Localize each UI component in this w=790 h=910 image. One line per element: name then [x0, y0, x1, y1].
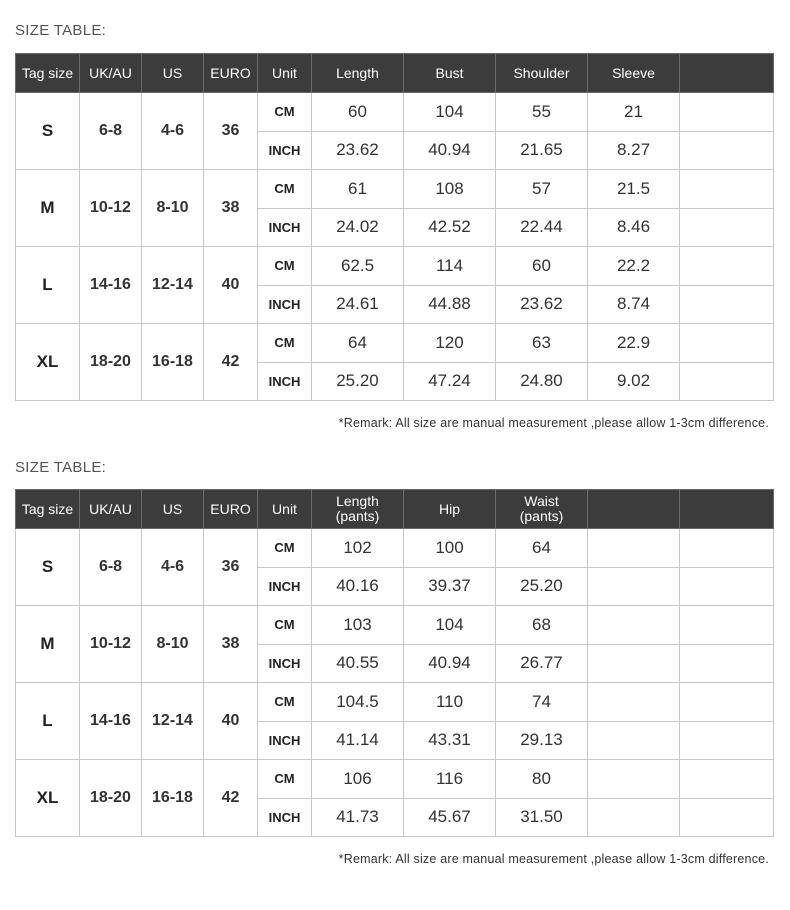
- euro-cell: 40: [204, 247, 258, 324]
- measurement-cell: 110: [404, 683, 496, 722]
- measurement-cell: 44.88: [404, 285, 496, 324]
- measurement-cell: 55: [496, 93, 588, 132]
- tag-size-cell: L: [16, 247, 80, 324]
- measurement-cell: 102: [312, 529, 404, 568]
- measurement-cell: [588, 567, 680, 606]
- measurement-cell: 63: [496, 324, 588, 363]
- measurement-cell: 106: [312, 760, 404, 799]
- us-cell: 16-18: [142, 760, 204, 837]
- table-row: [16, 760, 774, 799]
- measurement-cell: 41.14: [312, 721, 404, 760]
- measurement-cell: 61: [312, 170, 404, 209]
- header-row: [16, 490, 774, 529]
- table-row: [16, 529, 774, 568]
- measurement-cell: [680, 567, 774, 606]
- size-table: [15, 489, 774, 837]
- measurement-cell: [680, 721, 774, 760]
- uk-au-cell: 14-16: [80, 247, 142, 324]
- us-cell: 8-10: [142, 170, 204, 247]
- measurement-cell: 42.52: [404, 208, 496, 247]
- remark-note: *Remark: All size are manual measurement ,please allow 1-3cm difference.: [338, 852, 769, 866]
- column-header: Length (pants): [312, 490, 404, 529]
- measurement-cell: [680, 285, 774, 324]
- measurement-cell: 120: [404, 324, 496, 363]
- measurement-cell: 24.02: [312, 208, 404, 247]
- measurement-cell: 24.61: [312, 285, 404, 324]
- measurement-cell: 39.37: [404, 567, 496, 606]
- measurement-cell: [680, 606, 774, 645]
- measurement-cell: [680, 324, 774, 363]
- measurement-cell: [680, 208, 774, 247]
- unit-cell: INCH: [258, 798, 312, 837]
- tag-size-cell: M: [16, 606, 80, 683]
- table-row: [16, 247, 774, 286]
- measurement-cell: [680, 683, 774, 722]
- measurement-cell: [588, 798, 680, 837]
- uk-au-cell: 14-16: [80, 683, 142, 760]
- measurement-cell: [680, 93, 774, 132]
- size-table: [15, 53, 774, 401]
- section-title: SIZE TABLE:: [15, 22, 107, 39]
- unit-cell: CM: [258, 247, 312, 286]
- measurement-cell: 103: [312, 606, 404, 645]
- uk-au-cell: 6-8: [80, 529, 142, 606]
- measurement-cell: [588, 760, 680, 799]
- tag-size-cell: M: [16, 170, 80, 247]
- unit-cell: CM: [258, 170, 312, 209]
- unit-cell: INCH: [258, 208, 312, 247]
- measurement-cell: [588, 683, 680, 722]
- euro-cell: 40: [204, 683, 258, 760]
- measurement-cell: 64: [496, 529, 588, 568]
- header-row: [16, 54, 774, 93]
- measurement-cell: 24.80: [496, 362, 588, 401]
- column-header: [680, 54, 774, 93]
- measurement-cell: 8.27: [588, 131, 680, 170]
- column-header: Tag size: [16, 54, 80, 93]
- unit-cell: CM: [258, 93, 312, 132]
- measurement-cell: 40.55: [312, 644, 404, 683]
- unit-cell: INCH: [258, 567, 312, 606]
- column-header: EURO: [204, 490, 258, 529]
- euro-cell: 38: [204, 170, 258, 247]
- tag-size-cell: S: [16, 529, 80, 606]
- measurement-cell: 57: [496, 170, 588, 209]
- measurement-cell: 8.46: [588, 208, 680, 247]
- column-header: EURO: [204, 54, 258, 93]
- measurement-cell: 60: [496, 247, 588, 286]
- measurement-cell: 68: [496, 606, 588, 645]
- measurement-cell: [680, 798, 774, 837]
- measurement-cell: 60: [312, 93, 404, 132]
- measurement-cell: [680, 247, 774, 286]
- column-header: US: [142, 54, 204, 93]
- uk-au-cell: 10-12: [80, 606, 142, 683]
- measurement-cell: [588, 644, 680, 683]
- measurement-cell: 23.62: [312, 131, 404, 170]
- column-header: Unit: [258, 54, 312, 93]
- measurement-cell: [588, 529, 680, 568]
- column-header: Hip: [404, 490, 496, 529]
- table-row: [16, 683, 774, 722]
- measurement-cell: 22.2: [588, 247, 680, 286]
- section-title: SIZE TABLE:: [15, 459, 107, 476]
- column-header: US: [142, 490, 204, 529]
- column-header: Unit: [258, 490, 312, 529]
- measurement-cell: 40.16: [312, 567, 404, 606]
- measurement-cell: 104: [404, 93, 496, 132]
- uk-au-cell: 10-12: [80, 170, 142, 247]
- measurement-cell: 21.5: [588, 170, 680, 209]
- unit-cell: CM: [258, 606, 312, 645]
- measurement-cell: 104: [404, 606, 496, 645]
- unit-cell: INCH: [258, 131, 312, 170]
- uk-au-cell: 6-8: [80, 93, 142, 170]
- us-cell: 12-14: [142, 683, 204, 760]
- measurement-cell: 40.94: [404, 644, 496, 683]
- us-cell: 8-10: [142, 606, 204, 683]
- column-header: Waist (pants): [496, 490, 588, 529]
- column-header: [588, 490, 680, 529]
- euro-cell: 36: [204, 93, 258, 170]
- measurement-cell: 114: [404, 247, 496, 286]
- unit-cell: INCH: [258, 644, 312, 683]
- unit-cell: INCH: [258, 721, 312, 760]
- column-header: Shoulder: [496, 54, 588, 93]
- measurement-cell: 74: [496, 683, 588, 722]
- us-cell: 16-18: [142, 324, 204, 401]
- unit-cell: INCH: [258, 362, 312, 401]
- measurement-cell: [680, 170, 774, 209]
- column-header: Bust: [404, 54, 496, 93]
- unit-cell: CM: [258, 324, 312, 363]
- measurement-cell: 8.74: [588, 285, 680, 324]
- remark-note: *Remark: All size are manual measurement ,please allow 1-3cm difference.: [338, 416, 769, 430]
- uk-au-cell: 18-20: [80, 324, 142, 401]
- measurement-cell: 43.31: [404, 721, 496, 760]
- measurement-cell: 25.20: [496, 567, 588, 606]
- measurement-cell: 29.13: [496, 721, 588, 760]
- measurement-cell: 26.77: [496, 644, 588, 683]
- tag-size-cell: L: [16, 683, 80, 760]
- euro-cell: 36: [204, 529, 258, 606]
- column-header: UK/AU: [80, 54, 142, 93]
- measurement-cell: 25.20: [312, 362, 404, 401]
- measurement-cell: [680, 529, 774, 568]
- measurement-cell: 41.73: [312, 798, 404, 837]
- unit-cell: CM: [258, 683, 312, 722]
- column-header: Tag size: [16, 490, 80, 529]
- table-row: [16, 170, 774, 209]
- measurement-cell: 108: [404, 170, 496, 209]
- tag-size-cell: XL: [16, 324, 80, 401]
- measurement-cell: 31.50: [496, 798, 588, 837]
- measurement-cell: [680, 760, 774, 799]
- measurement-cell: 22.9: [588, 324, 680, 363]
- measurement-cell: 47.24: [404, 362, 496, 401]
- unit-cell: CM: [258, 760, 312, 799]
- us-cell: 4-6: [142, 529, 204, 606]
- measurement-cell: 9.02: [588, 362, 680, 401]
- us-cell: 12-14: [142, 247, 204, 324]
- table-row: [16, 93, 774, 132]
- table-row: [16, 606, 774, 645]
- tag-size-cell: S: [16, 93, 80, 170]
- measurement-cell: 21.65: [496, 131, 588, 170]
- column-header: UK/AU: [80, 490, 142, 529]
- euro-cell: 42: [204, 324, 258, 401]
- measurement-cell: 22.44: [496, 208, 588, 247]
- measurement-cell: 21: [588, 93, 680, 132]
- unit-cell: INCH: [258, 285, 312, 324]
- column-header: Length: [312, 54, 404, 93]
- uk-au-cell: 18-20: [80, 760, 142, 837]
- euro-cell: 38: [204, 606, 258, 683]
- column-header: Sleeve: [588, 54, 680, 93]
- measurement-cell: 80: [496, 760, 588, 799]
- measurement-cell: 40.94: [404, 131, 496, 170]
- unit-cell: CM: [258, 529, 312, 568]
- measurement-cell: 23.62: [496, 285, 588, 324]
- us-cell: 4-6: [142, 93, 204, 170]
- measurement-cell: [588, 606, 680, 645]
- measurement-cell: 64: [312, 324, 404, 363]
- measurement-cell: 62.5: [312, 247, 404, 286]
- measurement-cell: 116: [404, 760, 496, 799]
- measurement-cell: [680, 362, 774, 401]
- measurement-cell: [588, 721, 680, 760]
- measurement-cell: [680, 644, 774, 683]
- table-row: [16, 324, 774, 363]
- measurement-cell: 100: [404, 529, 496, 568]
- euro-cell: 42: [204, 760, 258, 837]
- column-header: [680, 490, 774, 529]
- measurement-cell: 104.5: [312, 683, 404, 722]
- tag-size-cell: XL: [16, 760, 80, 837]
- measurement-cell: [680, 131, 774, 170]
- measurement-cell: 45.67: [404, 798, 496, 837]
